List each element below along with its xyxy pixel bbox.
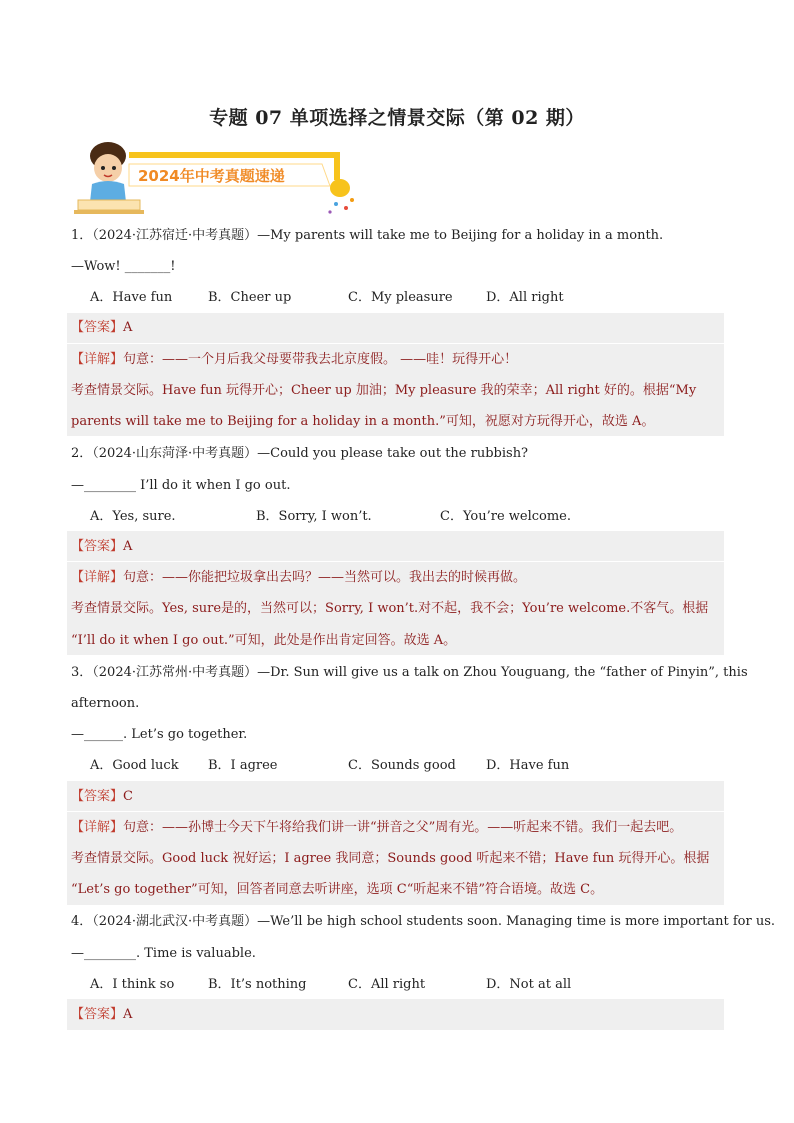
detail-row-2: 考查情景交际。Have fun 玩得开心；Cheer up 加油；My pleasure 我的荣幸；All right 好的。根据“My [71, 383, 697, 398]
answer-box-2 [67, 531, 724, 561]
option-a: A．Good luck [90, 758, 179, 773]
answer-tag: 【答案】 [71, 320, 124, 335]
detail-tag: 【详解】 [71, 570, 124, 585]
answer-value: A [123, 1007, 133, 1022]
question-1-reply: —Wow! _______! [71, 259, 176, 274]
detail-text: 句意：——孙博士今天下午将给我们讲一讲“拼音之父”周有光。——听起来不错。我们一起去吧。 [123, 820, 683, 835]
section-banner [74, 138, 364, 220]
option-a: A．Have fun [90, 290, 173, 305]
option-b: B．I agree [208, 758, 278, 773]
banner-right-bar [334, 152, 340, 180]
answer-row [71, 1005, 132, 1025]
option-d: D．Have fun [486, 758, 570, 773]
answer-tag: 【答案】 [71, 539, 124, 554]
question-2-stem: 2．（2024·山东菏泽·中考真题）—Could you please take out the rubbish? [71, 446, 529, 461]
option-c: C．My pleasure [348, 290, 453, 305]
option-d: D．Not at all [486, 977, 572, 992]
option-b: B．Sorry, I won’t. [256, 509, 372, 524]
detail-row-3: “Let’s go together”可知，回答者同意去听讲座，选项 C“听起来不错”符合语境。故选 C。 [71, 882, 604, 897]
answer-tag: 【答案】 [71, 789, 124, 804]
question-3-reply: —______. Let’s go together. [71, 727, 248, 742]
answer-tag: 【答案】 [71, 1007, 124, 1022]
detail-row-3: “I’ll do it when I go out.”可知，此处是作出肯定回答。故选 A。 [71, 633, 457, 648]
answer-box-4 [67, 999, 724, 1030]
answer-row [71, 787, 133, 807]
option-b: B．It’s nothing [208, 977, 307, 992]
detail-box-3 [67, 812, 724, 905]
detail-row-3: parents will take me to Beijing for a holiday in a month.”可知，祝愿对方玩得开心，故选 A。 [71, 414, 655, 429]
detail-row-1 [71, 350, 517, 370]
detail-tag: 【详解】 [71, 820, 124, 835]
answer-box-3 [67, 781, 724, 811]
detail-row-2: 考查情景交际。Yes, sure是的，当然可以；Sorry, I won’t.对不起，我不会；You’re welcome.不客气。根据 [71, 601, 709, 616]
detail-box-1 [67, 344, 724, 436]
answer-value: A [123, 320, 133, 335]
option-a: A．I think so [90, 977, 175, 992]
question-3-stem-continued: afternoon. [71, 696, 140, 711]
option-c: C．You’re welcome. [440, 509, 572, 524]
question-2-reply: —________ I’ll do it when I go out. [71, 478, 291, 493]
option-c: C．All right [348, 977, 426, 992]
question-4-reply: —________. Time is valuable. [71, 946, 256, 961]
option-a: A．Yes, sure. [90, 509, 176, 524]
answer-value: C [123, 789, 133, 804]
answer-row [71, 537, 132, 557]
banner-top-bar [129, 152, 339, 158]
option-c: C．Sounds good [348, 758, 456, 773]
question-1-stem: 1．（2024·江苏宿迁·中考真题）—My parents will take me to Beijing for a holiday in a month. [71, 228, 664, 243]
detail-text: 句意：——一个月后我父母要带我去北京度假。 ——哇！玩得开心！ [123, 352, 518, 367]
detail-row-2: 考查情景交际。Good luck 祝好运；I agree 我同意；Sounds good 听起来不错；Have fun 玩得开心。根据 [71, 851, 710, 866]
detail-text: 句意：——你能把垃圾拿出去吗？——当然可以。我出去的时候再做。 [123, 570, 527, 585]
answer-row [71, 318, 132, 338]
detail-tag: 【详解】 [71, 352, 124, 367]
detail-row-1 [71, 568, 526, 588]
lamp-icon [330, 179, 350, 197]
answer-box-1 [67, 313, 724, 343]
detail-row-1 [71, 818, 682, 838]
page-title: 专题 07 单项选择之情景交际（第 02 期） [209, 107, 585, 129]
answer-value: A [123, 539, 133, 554]
option-b: B．Cheer up [208, 290, 292, 305]
option-d: D．All right [486, 290, 564, 305]
question-4-stem: 4．（2024·湖北武汉·中考真题）—We’ll be high school students soon. Managing time is more important for us. [71, 914, 776, 929]
banner-text: 2024年中考真题速递 [138, 167, 285, 185]
question-3-stem: 3．（2024·江苏常州·中考真题）—Dr. Sun will give us a talk on Zhou Youguang, the “father of Pinyin”, this [71, 665, 748, 680]
detail-box-2 [67, 562, 724, 655]
